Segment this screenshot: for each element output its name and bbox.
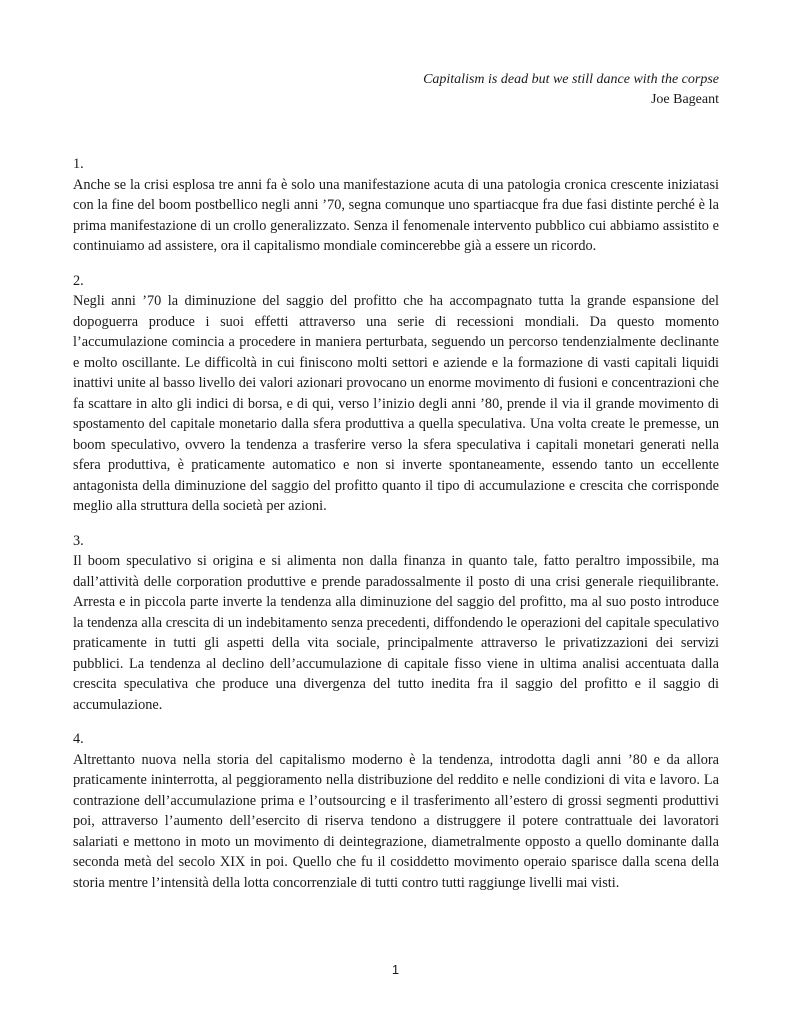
page-number: 1 [391,962,400,977]
section-number: 4. [73,731,84,747]
section-number: 1. [73,156,84,172]
section-3 [73,531,719,716]
section-2 [73,271,719,517]
section-4 [73,729,719,893]
epigraph [73,70,719,110]
section-number: 3. [73,532,84,549]
document-page [73,70,719,907]
epigraph-quote: Capitalism is dead but we still dance with the corpse [423,72,719,87]
epigraph-author: Joe Bageant [650,92,719,107]
section-paragraph: Il boom speculativo si origina e si alimenta non dalla finanza in quanto tale, fatto peraltro impossibile, ma dall’attività delle corporation produttive e prende paradossalmente il posto di una crisi generale riequilibrante. Arresta e in piccola parte inverte la tendenza alla diminuzione del saggio del profitto, ma al suo posto introduce la tendenza alla crescita di un indebitamento senza precedenti, diffondendo le operazioni del capitale speculativo praticamente in tutti gli aspetti della vita sociale, principalmente attraverso le privatizzazioni dei servizi pubblici. La tendenza al declino dell’accumulazione di capitale fisso viene in ultima analisi accentuata dalla crescita speculativa che produce una divergenza del tutto inedita fra il saggio del profitto e il saggio di accumulazione. [73,553,719,713]
section-paragraph: Negli anni ’70 la diminuzione del saggio del profitto che ha accompagnato tutta la grande espansione del dopoguerra produce i suoi effetti attraverso una serie di recessioni mondiali. Da questo momento l’accumulazione comincia a procedere in maniera perturbata, seguendo un percorso tendenzialmente declinante e molto oscillante. Le difficoltà in cui finiscono molti settori e aziende e la formazione di vasti capitali liquidi inattivi unite al basso livello dei valori azionari provocano un enorme movimento di fusioni e concentrazioni che fa scattare in alto gli indici di borsa, e di qui, verso l’inizio degli anni ’80, prende il via il grande movimento di spostamento del capitale monetario dalla sfera produttiva a quella speculativa. Una volta create le premesse, un boom speculativo, ovvero la tendenza a trasferire verso la sfera speculativa i capitali monetari generati nella sfera produttiva, è praticamente automatico e non si inverte spontaneamente, essendo tanto un eccellente antagonista della diminuzione del saggio del profitto quanto il tipo di accumulazione e crescita che corrisponde meglio alla struttura della società per azioni. [73,293,719,514]
section-1 [73,154,719,257]
section-paragraph: Altrettanto nuova nella storia del capitalismo moderno è la tendenza, introdotta dagli anni ’80 e da allora praticamente ininterrotta, al peggioramento nella distribuzione del reddito e nelle condizioni di vita e lavoro. La contrazione dell’accumulazione prima e l’outsourcing e il trasferimento all’estero di grossi segmenti produttivi poi, attraverso l’aumento dell’esercito di riserva tendono a distruggere il potere contrattuale dei lavoratori salariati e mettono in moto un movimento di deintegrazione, diametralmente opposto a quello dominante dalla seconda metà del secolo XIX in poi. Quello che fu il cosiddetto movimento operaio sparisce dalla scena della storia mentre l’intensità della lotta concorrenziale di tutti contro tutti raggiunge livelli mai visti. [73,751,719,891]
section-number: 2. [73,272,84,289]
section-paragraph: Anche se la crisi esplosa tre anni fa è solo una manifestazione acuta di una patologia cronica crescente iniziatasi con la fine del boom postbellico negli anni ’70, segna comunque uno spartiacque fra due fasi distinte perché è la prima manifestazione di un crollo generalizzato. Senza il fenomenale intervento pubblico cui abbiamo assistito e continuiamo ad assistere, ora il capitalismo mondiale comincerebbe già a essere un ricordo. [73,176,719,254]
sections [73,154,719,893]
